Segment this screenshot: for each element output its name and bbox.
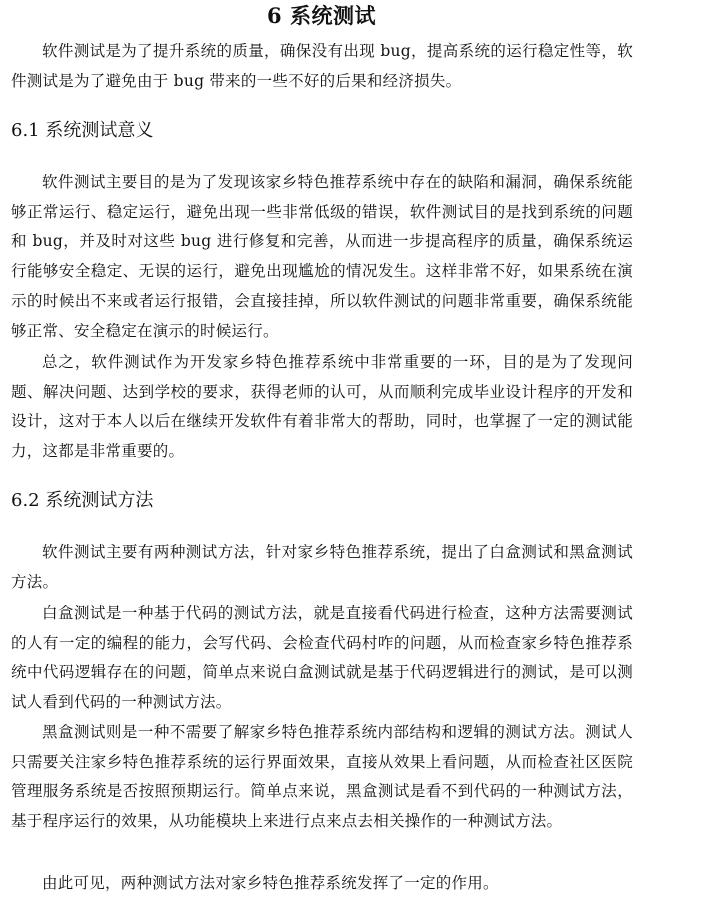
section-6-1-paragraph-1: 软件测试主要目的是为了发现该家乡特色推荐系统中存在的缺陷和漏洞，确保系统能够正常运行、稳定运行，避免出现一些非常低级的错误，软件测试目的是找到系统的问题和 bug，并及时对这些 bug 进行修复和完善，从而进一步提高程序的质量，确保系统运行能够安全稳定、无误的运行，避免出现尴尬的情况发生。这样非常不好，如果系统在演示的时候出不来或者运行报错，会直接挂掉，所以软件测试的问题非常重要，确保系统能够正常、安全稳定在演示的时候运行。	[11, 173, 633, 340]
section-6-1-paragraph-2: 总之，软件测试作为开发家乡特色推荐系统中非常重要的一环，目的是为了发现问题、解决问题、达到学校的要求，获得老师的认可，从而顺利完成毕业设计程序的开发和设计，这对于本人以后在继续开发软件有着非常大的帮助，同时，也掌握了一定的测试能力，这都是非常重要的。	[11, 353, 633, 461]
intro-paragraph: 软件测试是为了提升系统的质量，确保没有出现 bug，提高系统的运行稳定性等，软件测试是为了避免由于 bug 带来的一些不好的后果和经济损失。	[11, 42, 633, 90]
section-6-2-paragraph-2: 白盒测试是一种基于代码的测试方法，就是直接看代码进行检查，这种方法需要测试的人有一定的编程的能力，会写代码、会检查代码村咋的问题，从而检查家乡特色推荐系统中代码逻辑存在的问题，简单点来说白盒测试就是基于代码逻辑进行的测试，是可以测试人看到代码的一种测试方法。	[11, 604, 633, 712]
section-6-2-paragraph-4: 由此可见，两种测试方法对家乡特色推荐系统发挥了一定的作用。	[42, 874, 499, 892]
section-6-2-paragraph-3: 黑盒测试则是一种不需要了解家乡特色推荐系统内部结构和逻辑的测试方法。测试人只需要关注家乡特色推荐系统的运行界面效果，直接从效果上看问题，从而检查社区医院管理服务系统是否按照预期运行。简单点来说，黑盒测试是看不到代码的一种测试方法，基于程序运行的效果，从功能模块上来进行点来点去相关操作的一种测试方法。	[11, 723, 633, 831]
chapter-title: 6 系统测试	[267, 3, 376, 28]
section-6-2-paragraph-1: 软件测试主要有两种测试方法，针对家乡特色推荐系统，提出了白盒测试和黑盒测试方法。	[11, 543, 633, 591]
section-heading-6-1: 6.1 系统测试意义	[11, 120, 154, 141]
section-heading-6-2: 6.2 系统测试方法	[11, 490, 154, 511]
